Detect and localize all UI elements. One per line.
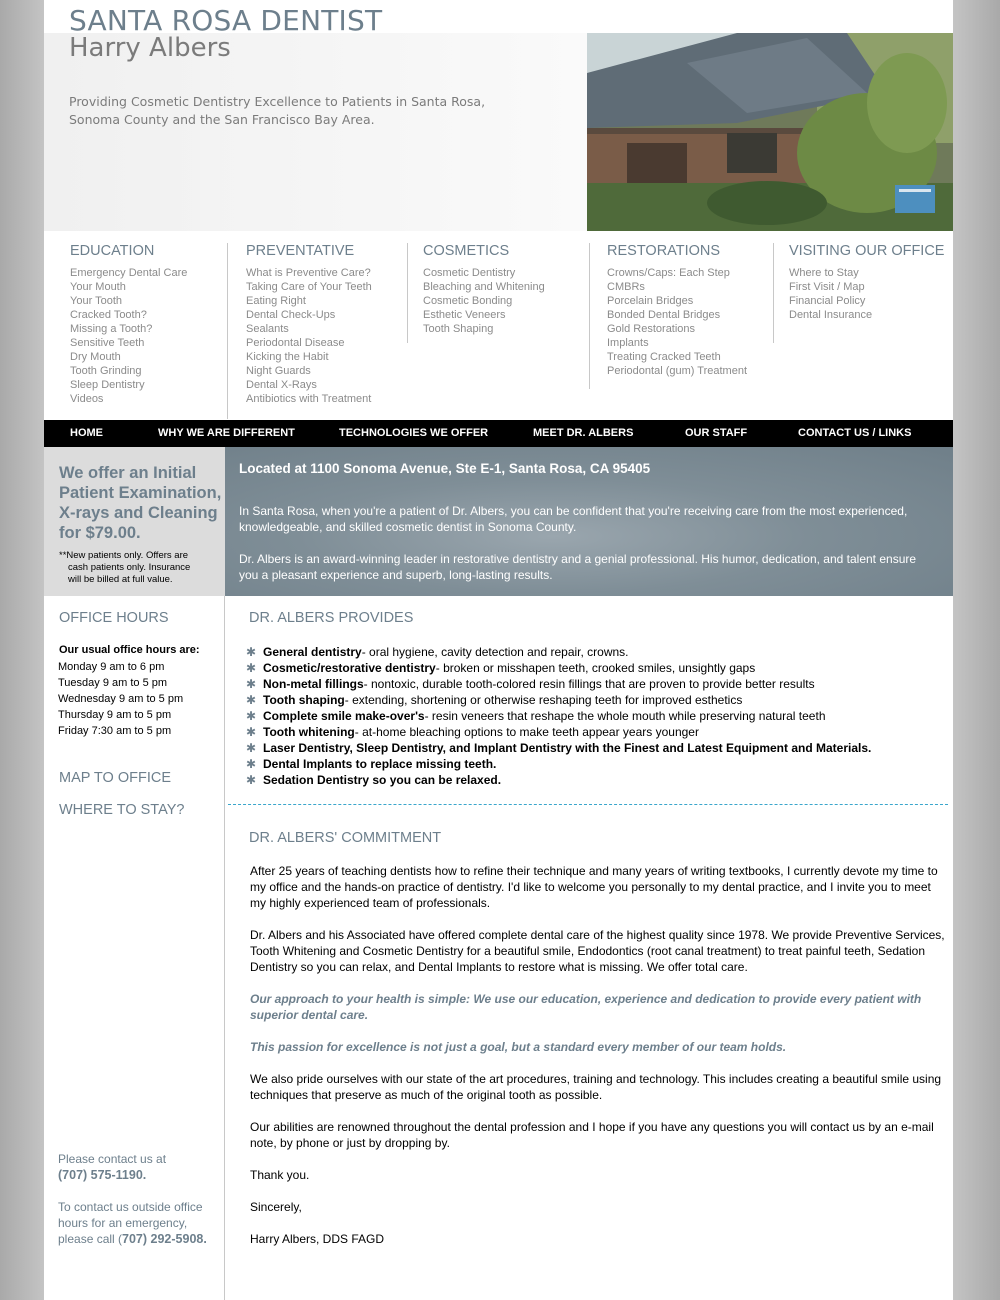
column-divider (227, 243, 228, 419)
nav-link[interactable]: CMBRs (607, 281, 645, 293)
nav-column-education (70, 243, 187, 406)
main-menu-bar (44, 420, 953, 447)
category-nav (44, 231, 953, 420)
offer-note-line: will be billed at full value. (68, 574, 173, 585)
nav-link[interactable]: Crowns/Caps: Each Step (607, 267, 730, 279)
location-banner (225, 447, 953, 596)
offer-note (59, 550, 225, 586)
nav-link[interactable]: Dental Insurance (789, 309, 873, 321)
nav-link[interactable]: What is Preventive Care? (246, 267, 371, 279)
emergency-text-line (58, 1231, 207, 1247)
nav-link[interactable]: Your Tooth (70, 295, 122, 307)
nav-link[interactable]: Where to Stay (789, 267, 859, 279)
nav-link[interactable]: Antibiotics with Treatment (246, 393, 372, 405)
site-subtitle: Harry Albers (69, 33, 231, 63)
sidebar (44, 596, 225, 1300)
where-to-stay-link[interactable]: WHERE TO STAY? (59, 802, 185, 818)
hours-line: Thursday 9 am to 5 pm (58, 709, 172, 721)
service-item (246, 708, 871, 724)
nav-link[interactable]: First Visit / Map (789, 281, 865, 293)
nav-link[interactable]: Implants (607, 337, 649, 349)
section-divider (228, 804, 948, 805)
signature: Harry Albers, DDS FAGD (250, 1232, 385, 1246)
site-title[interactable]: SANTA ROSA DENTIST (69, 4, 383, 37)
service-item (246, 660, 871, 676)
nav-link[interactable]: Periodontal Disease (246, 337, 345, 349)
service-desc: - at-home bleaching options to make teeth appear years younger (354, 725, 699, 739)
nav-column-cosmetics (423, 243, 545, 336)
service-name: Complete smile make-over's (263, 709, 425, 723)
service-name: Dental Implants to replace missing teeth. (263, 757, 497, 771)
menu-contact-links[interactable]: CONTACT US / LINKS (798, 427, 912, 439)
service-name: Non-metal fillings (263, 677, 364, 691)
service-name: Cosmetic/restorative dentistry (263, 661, 436, 675)
nav-heading-preventative[interactable]: PREVENTATIVE (246, 243, 355, 259)
nav-link[interactable]: Tooth Grinding (70, 365, 142, 377)
office-hours-heading: OFFICE HOURS (59, 610, 169, 626)
column-divider (773, 243, 774, 343)
nav-link[interactable]: Your Mouth (70, 281, 126, 293)
service-name: Tooth shaping (263, 693, 345, 707)
nav-heading-visiting-our-office[interactable]: VISITING OUR OFFICE (789, 243, 945, 259)
star-bullet-icon: ✱ (246, 693, 257, 707)
nav-link[interactable]: Sealants (246, 323, 289, 335)
service-name: General dentistry (263, 645, 362, 659)
star-bullet-icon: ✱ (246, 677, 257, 691)
offer-note-line: cash patients only. Insurance (68, 562, 191, 573)
nav-link[interactable]: Treating Cracked Teeth (607, 351, 721, 363)
nav-link[interactable]: Cracked Tooth? (70, 309, 147, 321)
nav-link[interactable]: Esthetic Veneers (423, 309, 506, 321)
new-patient-offer (44, 447, 225, 596)
menu-why-we-are-different[interactable]: WHY WE ARE DIFFERENT (158, 427, 295, 439)
contact-block (58, 1151, 166, 1183)
menu-home[interactable]: HOME (70, 427, 103, 439)
star-bullet-icon: ✱ (246, 773, 257, 787)
commitment-paragraph: Thank you. (250, 1168, 310, 1182)
nav-link[interactable]: Eating Right (246, 295, 306, 307)
nav-link[interactable]: Porcelain Bridges (607, 295, 694, 307)
nav-link[interactable]: Sleep Dentistry (70, 379, 145, 391)
page (44, 0, 953, 1300)
commitment-heading: DR. ALBERS' COMMITMENT (249, 830, 442, 846)
nav-link[interactable]: Bonded Dental Bridges (607, 309, 721, 321)
map-to-office-link[interactable]: MAP TO OFFICE (59, 770, 171, 786)
header (44, 0, 953, 231)
service-name: Laser Dentistry, Sleep Dentistry, and Implant Dentistry with the Finest and Latest Equipment and Materials. (263, 741, 872, 755)
nav-link[interactable]: Financial Policy (789, 295, 866, 307)
emergency-text: To contact us outside office (58, 1200, 203, 1214)
services-list (246, 644, 871, 788)
star-bullet-icon: ✱ (246, 725, 257, 739)
banner-paragraph: In Santa Rosa, when you're a patient of Dr. Albers, you can be confident that you're receiving care from the most experienced, knowledgeable, and skilled cosmetic dentist in Sonoma County. (239, 504, 908, 534)
service-item (246, 756, 871, 772)
hours-intro: Our usual office hours are: (59, 644, 200, 656)
nav-heading-cosmetics[interactable]: COSMETICS (423, 243, 510, 259)
nav-column-visiting (789, 243, 944, 322)
commitment-paragraph: Dr. Albers and his Associated have offered complete dental care of the highest quality since 1978. We provide Preventive Services, Tooth Whitening and Cosmetic Dentistry for a beautiful smile, Endodontics (root canal treatment) to treat painful teeth, Sedation Dentistry so you can relax, and Dental Implants to restore what is missing. We offer total care. (250, 928, 945, 974)
nav-link[interactable]: Dry Mouth (70, 351, 121, 363)
column-divider (589, 243, 590, 389)
commitment-paragraph: Our abilities are renowned throughout the dental profession and I hope if you have any questions you will contact us by an e-mail note, by phone or just by dropping by. (250, 1120, 934, 1150)
commitment-paragraph: We also pride ourselves with our state of the art procedures, training and technology. This includes creating a beautiful smile using techniques that preserve as much of the original tooth as possible. (250, 1072, 942, 1102)
menu-our-staff[interactable]: OUR STAFF (685, 427, 748, 439)
contact-phone[interactable]: (707) 575-1190. (58, 1168, 147, 1182)
main-content (225, 596, 953, 1300)
commitment-paragraph: After 25 years of teaching dentists how to refine their technique and many years of writing textbooks, I currently devote my time to my office and the hands-on practice of dentistry. I'd like to welcome you personally to my dental practice, and I invite you to meet my highly experienced team of professionals. (250, 864, 938, 910)
nav-column-restorations (607, 243, 747, 378)
banner-paragraph: Dr. Albers is an award-winning leader in restorative dentistry and a genial professional. His humor, dedication, and talent ensure you a pleasant experience and superb, long-lasting results. (239, 552, 917, 582)
nav-link[interactable]: Kicking the Habit (246, 351, 329, 363)
emergency-block (58, 1199, 207, 1247)
menu-meet-dr-albers[interactable]: MEET DR. ALBERS (533, 427, 634, 439)
provides-heading: DR. ALBERS PROVIDES (249, 610, 414, 626)
nav-link[interactable]: Periodontal (gum) Treatment (607, 365, 748, 377)
nav-link[interactable]: Tooth Shaping (423, 323, 494, 335)
address-heading: Located at 1100 Sonoma Avenue, Ste E-1, Santa Rosa, CA 95405 (239, 461, 651, 476)
star-bullet-icon: ✱ (246, 645, 257, 659)
service-desc: - extending, shortening or otherwise reshaping teeth for improved esthetics (344, 693, 743, 707)
nav-column-preventative (246, 243, 372, 406)
contact-text: Please contact us at (58, 1152, 167, 1166)
service-desc: - oral hygiene, cavity detection and repair, crowns. (361, 645, 629, 659)
nav-link[interactable]: Dental X-Rays (246, 379, 317, 391)
service-desc: - nontoxic, durable tooth-colored resin fillings that are proven to provide better results (363, 677, 815, 691)
nav-link[interactable]: Dental Check-Ups (246, 309, 336, 321)
star-bullet-icon: ✱ (246, 709, 257, 723)
service-desc: - broken or misshapen teeth, crooked smiles, unsightly gaps (435, 661, 756, 675)
nav-link[interactable]: Missing a Tooth? (70, 323, 153, 335)
emergency-text: hours for an emergency, (58, 1216, 188, 1230)
hours-line: Monday 9 am to 6 pm (58, 661, 165, 673)
star-bullet-icon: ✱ (246, 661, 257, 675)
hours-line: Wednesday 9 am to 5 pm (58, 693, 184, 705)
nav-link[interactable]: Emergency Dental Care (70, 267, 188, 279)
nav-link[interactable]: Bleaching and Whitening (423, 281, 545, 293)
service-desc: - resin veneers that reshape the whole mouth while preserving natural teeth (424, 709, 826, 723)
service-item (246, 740, 871, 756)
nav-link[interactable]: Cosmetic Dentistry (423, 267, 516, 279)
service-name: Sedation Dentistry so you can be relaxed. (263, 773, 502, 787)
nav-link[interactable]: Sensitive Teeth (70, 337, 145, 349)
nav-link[interactable]: Videos (70, 393, 104, 405)
hours-line: Tuesday 9 am to 5 pm (58, 677, 168, 689)
service-item (246, 692, 871, 708)
commitment-paragraph-emphasis: This passion for excellence is not just a goal, but a standard every member of our team holds. (250, 1040, 787, 1054)
menu-technologies[interactable]: TECHNOLOGIES WE OFFER (339, 427, 489, 439)
offer-headline: We offer an Initial Patient Examination, X-rays and Cleaning for $79.00. (59, 464, 222, 542)
commitment-paragraph: Sincerely, (250, 1200, 302, 1214)
service-name: Tooth whitening (263, 725, 355, 739)
nav-heading-education[interactable]: EDUCATION (70, 243, 155, 259)
service-item (246, 724, 871, 740)
nav-link[interactable]: Cosmetic Bonding (423, 295, 513, 307)
offer-note-line: **New patients only. Offers are (59, 550, 189, 561)
commitment-paragraph-emphasis: Our approach to your health is simple: We use our education, experience and dedication to provide every patient with superior dental care. (250, 992, 922, 1022)
nav-link[interactable]: Night Guards (246, 365, 311, 377)
column-divider (407, 243, 408, 343)
service-item (246, 772, 871, 788)
office-building-photo (587, 33, 953, 231)
emergency-phone[interactable]: 707) 292-5908. (122, 1232, 207, 1246)
emergency-text: please call ( (58, 1232, 123, 1246)
service-item (246, 676, 871, 692)
star-bullet-icon: ✱ (246, 741, 257, 755)
nav-heading-restorations[interactable]: RESTORATIONS (607, 243, 721, 259)
hours-line: Friday 7:30 am to 5 pm (58, 725, 172, 737)
tagline: Providing Cosmetic Dentistry Excellence to Patients in Santa Rosa, Sonoma County and the San Francisco Bay Area. (69, 94, 486, 127)
service-item (246, 644, 871, 660)
nav-link[interactable]: Taking Care of Your Teeth (246, 281, 372, 293)
star-bullet-icon: ✱ (246, 757, 257, 771)
nav-link[interactable]: Gold Restorations (607, 323, 696, 335)
